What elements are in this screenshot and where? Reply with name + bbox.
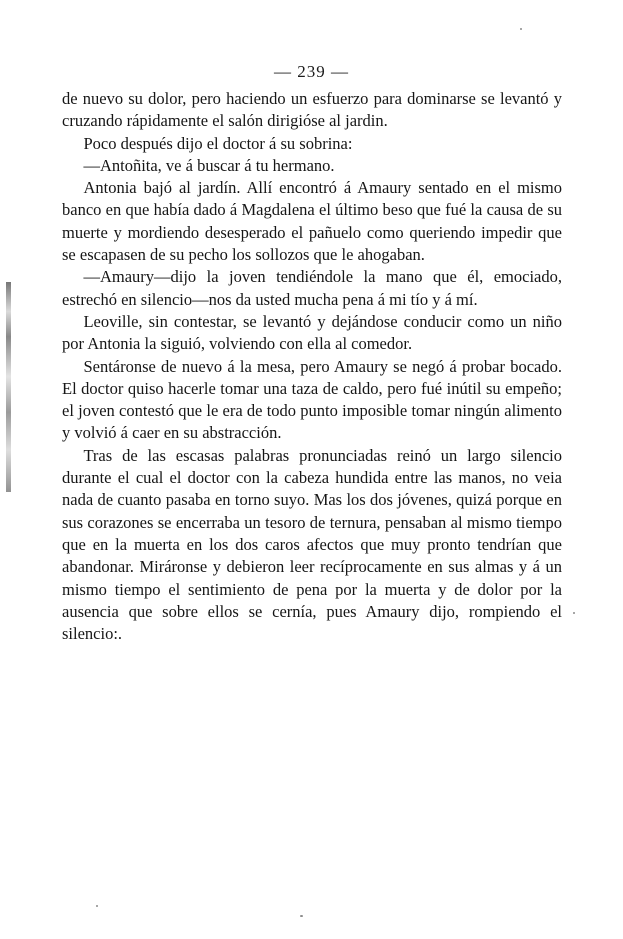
page-body-text <box>62 88 562 645</box>
paragraph: —Antoñita, ve á buscar á tu hermano. <box>83 155 335 175</box>
paragraph: Tras de las escasas palabras pronunciadas reinó un largo silencio durante el cual el doctor con la cabeza hundida entre las manos, no veia nada de cuanto pasaba en torno suyo. Mas los dos jóvenes, quizá porque en sus corazones se encerraba un tesoro de ternura, pensaban al mismo tiempo que en la muerta en los dos caros afectos que muy pronto tendrían que abandonar. Miráronse y debieron leer recíprocamente en sus almas y á un mismo tiempo el sentimiento de pena por la muerta y de dolor por la ausencia que sobre ellos se cernía, pues Amaury dijo, rompiendo el silencio:. <box>62 445 562 644</box>
scan-speck <box>96 905 98 907</box>
scan-speck <box>573 612 575 614</box>
paragraph: Antonia bajó al jardín. Allí encontró á Amaury sentado en el mismo banco en que había dado á Magdalena el último beso que fué la causa de su muerte y mordiendo desesperado el pañuelo como queriendo impedir que se escapasen de su pecho los sollozos que le ahogaban. <box>62 178 562 265</box>
paragraph: Poco después dijo el doctor á su sobrina: <box>83 133 353 153</box>
paragraph: Leoville, sin contestar, se levantó y dejándose conducir como un niño por Antonia la siguió, volviendo con ella al comedor. <box>62 311 562 354</box>
page-number: — 239 — <box>274 62 349 81</box>
scan-speck <box>520 28 522 30</box>
scan-edge-artifact <box>6 282 11 492</box>
paragraph: de nuevo su dolor, pero haciendo un esfuerzo para dominarse se levantó y cruzando rápidamente el salón dirigióse al jardin. <box>62 89 562 131</box>
scan-speck <box>300 915 303 917</box>
paragraph: Sentáronse de nuevo á la mesa, pero Amaury se negó á probar bocado. El doctor quiso hacerle tomar una taza de caldo, pero fué inútil su empeño; el joven contestó que le era de todo punto imposible tomar ningún alimento y volvió á caer en su abstracción. <box>62 356 562 443</box>
paragraph: —Amaury—dijo la joven tendiéndole la mano que él, emociado, estrechó en silencio—nos da usted mucha pena á mi tío y á mí. <box>62 267 562 309</box>
